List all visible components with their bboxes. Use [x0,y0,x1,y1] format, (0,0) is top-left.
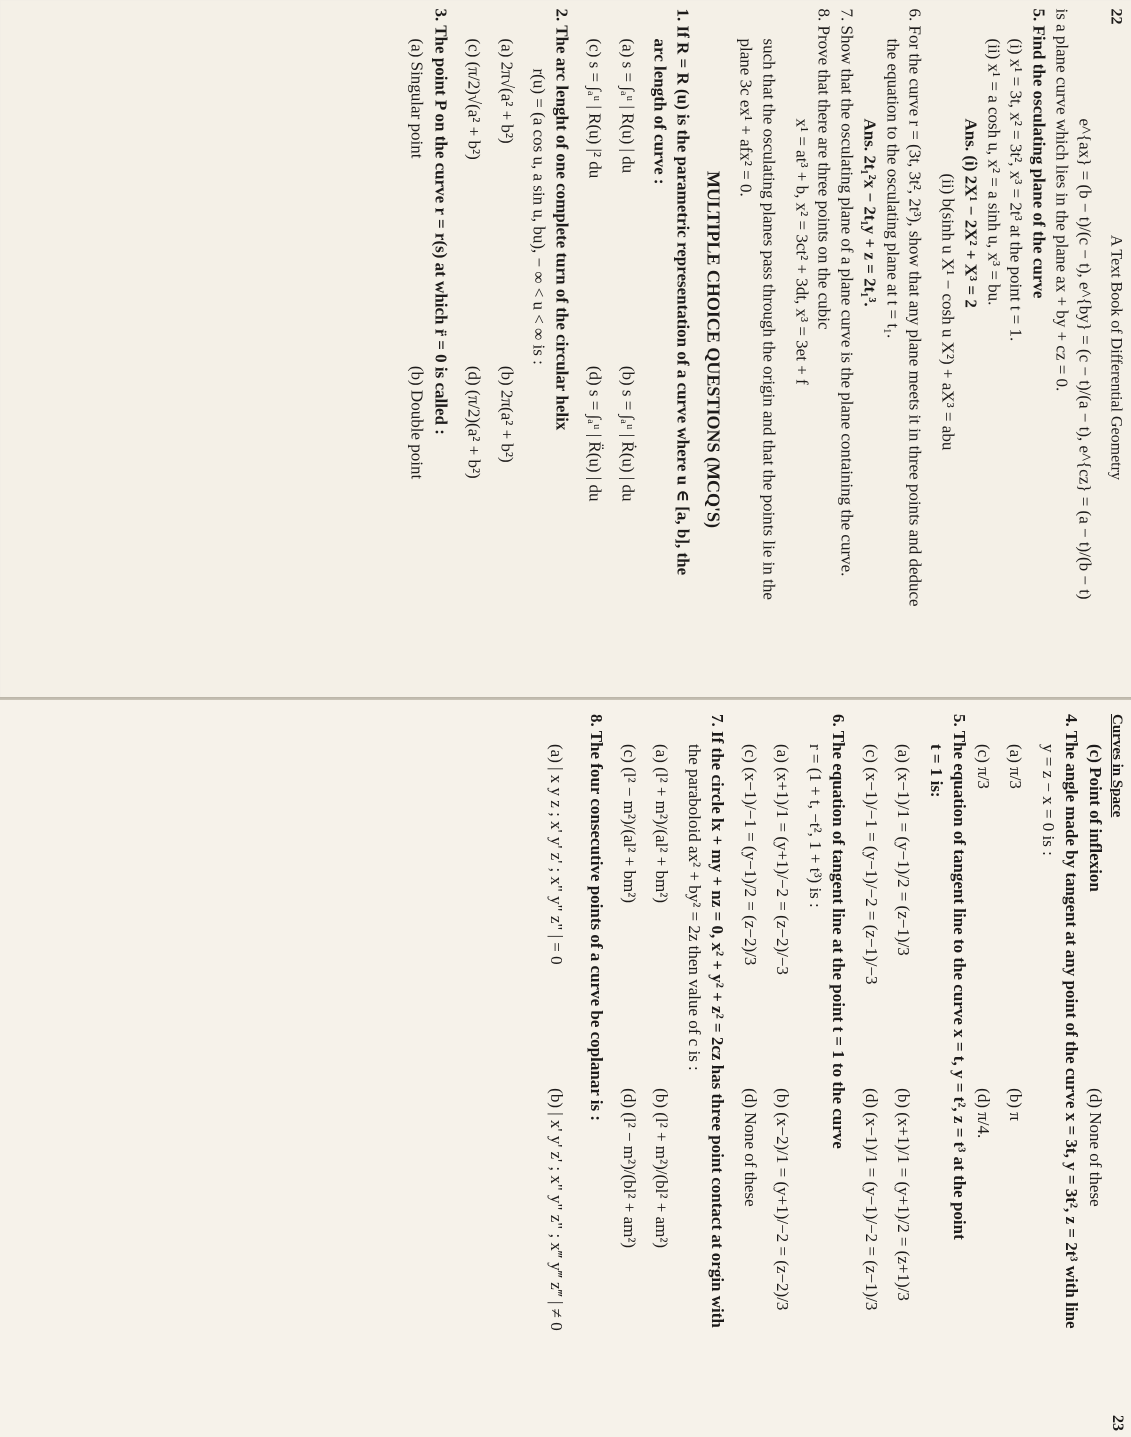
mcq-question: t = 1 is: [927,744,947,798]
text-line: e^{ax} = (b − t)/(c − t), e^{by} = (c − t)/(a − t), e^{cz} = (a − t)/(b − t) [1074,118,1094,600]
text-line: plane 3c ex¹ + afx² = 0. [736,38,756,197]
mcq-options-row [971,714,995,1431]
mcq-option: (a) (x+1)/1 = (y+1)/−2 = (z−2)/−3 [773,744,793,975]
mcq-option: (c) Point of inflexion [1085,744,1105,892]
exercise-question: 6. For the curve r = (3t, 3t², 2t³), show that any plane meets it in three points and deduce [905,8,925,607]
text-line: (i) x¹ = 3t, x² = 3t², x³ = 2t³ at the point t = 1. [1006,38,1026,341]
mcq-option: (a) (x−1)/1 = (y−1)/2 = (z−1)/3 [894,744,914,956]
mcq-options-row [738,714,762,1431]
mcq-option: (b) (x+1)/1 = (y+1)/2 = (z+1)/3 [894,1088,914,1301]
mcq-option: (d) None of these [1085,1088,1105,1207]
mcq-options-row [859,714,883,1431]
mcq-question: 3. The point P on the curve r = r(s) at which r̈ = 0 is called : [431,8,451,435]
mcq-option: (a) s = ∫ₐᵘ | R(u) | du [617,38,637,173]
left-page-number: 22 [1107,8,1124,24]
mcq-options-row [494,8,518,690]
mcq-question: 2. The arc lenght of one complete turn of the circular helix [552,8,572,430]
text-line: r = (1 + t, −t², 1 + t³) is : [806,744,826,908]
mcq-options-row [615,8,639,690]
left-page [0,0,1131,700]
mcq-options-row [461,8,485,690]
mcq-option: (c) π/3 [973,744,993,789]
mcq-question: 8. The four consecutive points of a curve be coplanar is : [586,714,606,1122]
mcq-options-row [650,714,674,1431]
section-heading: MULTIPLE CHOICE QUESTIONS (MCQ'S) [703,170,724,528]
answer-line: (ii) b(sinh u X¹ − cosh u X²) + aX³ = abu [938,173,958,450]
text-line: x¹ = at³ + b, x² = 3ct² + 3dt, x³ = 3et + f [791,118,811,385]
mcq-option: (d) s = ∫ₐᵘ | R̈(u) | du [585,365,604,501]
mcq-options-row [1083,714,1107,1431]
mcq-option: (b) 2π(a² + b²) [496,365,516,463]
mcq-option: (d) (x−1)/1 = (y−1)/−2 = (z−1)/3 [861,1088,881,1311]
mcq-option: (b) (x−2)/1 = (y+1)/−2 = (z−2)/3 [773,1088,793,1311]
exercise-question: 8. Prove that there are three points on the cubic [814,8,834,329]
mcq-options-row [544,714,568,1431]
answer-line: Ans. (i) 2X¹ − 2X² + X³ = 2 [960,118,980,308]
mcq-option: (b) (l² + m²)/(bl² + am²) [652,1088,672,1249]
mcq-option: (d) (l² − m²)/(bl² + am²) [619,1088,639,1249]
mcq-option: (b) Double point [407,365,427,479]
mcq-option: (d) π/4. [973,1088,993,1139]
mcq-options-row [1004,714,1028,1431]
mcq-question: 7. If the circle lx + my + nz = 0, x² + y² + z² = 2cz has three point contact at orgin with [707,714,727,1328]
mcq-options-row [771,714,795,1431]
mcq-option: (b) π [1006,1088,1026,1121]
left-page-header [1105,8,1125,690]
mcq-option: (a) π/3 [1006,744,1026,789]
right-running-title: Curves in Space [1109,714,1125,818]
text-line: y = z − x = 0 is : [1039,744,1059,856]
text-line: the equation to the osculating plane at t = t₁. [882,38,902,338]
mcq-option: (b) | x' y' z' ; x" y" z" ; x‴ y‴ z‴ | ≠ 0 [547,1088,567,1331]
right-page [0,700,1131,1437]
mcq-question: 5. The equation of tangent line to the curve x = t, y = t², z = t³ at the point [949,714,969,1240]
mcq-options-row [405,8,429,690]
mcq-option: (a) Singular point [407,38,427,158]
mcq-question: arc length of curve : [650,38,670,185]
text-line: the paraboloid ax² + by² = 2z then value of c is : [685,744,705,1071]
mcq-option: (c) (π/2)√(a² + b²) [464,38,483,160]
mcq-option: (b) s = ∫ₐᵘ | Ṙ(u) | du [617,365,637,501]
mcq-option: (c) (x−1)/−1 = (y−1)/−2 = (z−1)/−3 [861,744,881,985]
right-page-header [1107,714,1127,1431]
right-page-number: 23 [1109,1415,1126,1431]
exercise-question: 5. Find the osculating plane of the curve [1029,8,1049,298]
mcq-options-row [582,8,606,690]
mcq-option: (c) s = ∫ₐᵘ | R(u) |² du [585,38,604,178]
mcq-options-row [892,714,916,1431]
mcq-options-row [617,714,641,1431]
text-line: such that the osculating planes pass through the origin and that the points lie in the [758,38,778,600]
mcq-question: 1. If R = R (u) is the parametric representation of a curve where u ∈ [a, b], the [673,8,693,575]
mcq-option: (a) 2π√(a² + b²) [496,38,516,144]
mcq-question: 6. The equation of tangent line at the point t = 1 to the curve [828,714,848,1149]
text-line: r(u) = (a cos u, a sin u, bu), − ∞ < u < ∞ is : [529,68,549,365]
mcq-option: (c) (x−1)/−1 = (y−1)/2 = (z−2)/3 [740,744,760,966]
mcq-option: (c) (l² − m²)/(al² + bm²) [619,744,639,903]
text-line: (ii) x¹ = a cosh u, x² = a sinh u, x³ = bu. [983,38,1003,305]
exercise-question: 7. Show that the osculating plane of a plane curve is the plane containing the curve. [837,8,857,576]
answer-line: Ans. 2t₁²x − 2t₁y + z = 2t₁³. [859,118,879,307]
text-line: is a plane curve which lies in the plane ax + by + cz = 0. [1051,8,1071,391]
left-running-title: A Text Book of Differential Geometry [1107,234,1124,480]
mcq-question: 4. The angle made by tangent at any point of the curve x = 3t, y = 3t², z = 2t³ with line [1061,714,1081,1329]
mcq-option: (d) None of these [740,1088,760,1207]
mcq-option: (a) | x y z ; x' y' z' ; x" y" z" | = 0 [547,744,567,965]
mcq-option: (d) (π/2)(a² + b²) [464,365,483,479]
mcq-option: (a) (l² + m²)/(al² + bm²) [652,744,672,903]
